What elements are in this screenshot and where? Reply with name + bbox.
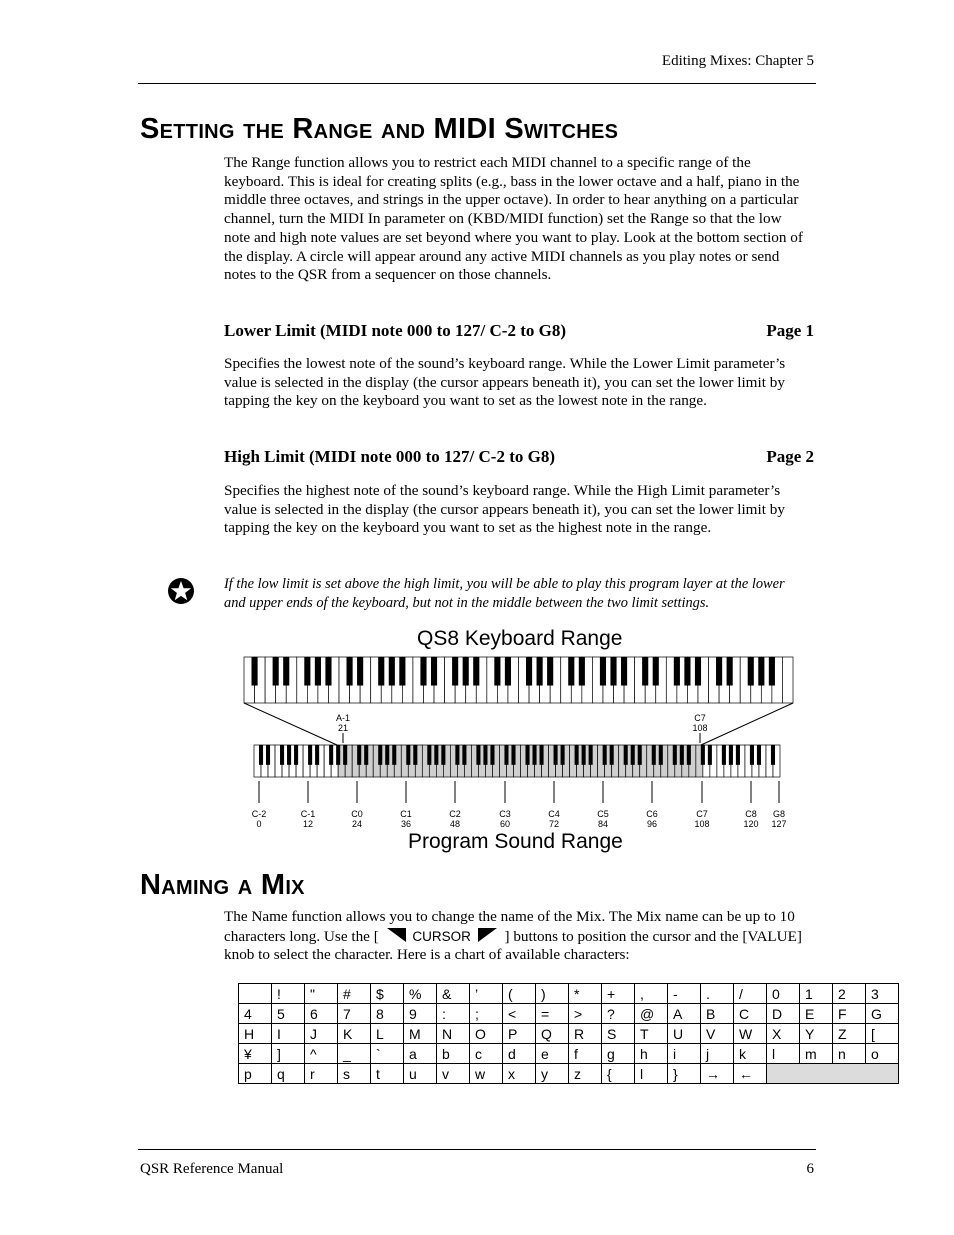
black-key bbox=[653, 657, 659, 686]
black-key bbox=[526, 657, 532, 686]
chart-cell: 5 bbox=[272, 1004, 305, 1024]
black-key bbox=[490, 745, 494, 765]
black-key bbox=[748, 657, 754, 686]
chart-cell: u bbox=[404, 1064, 437, 1084]
chart-cell: % bbox=[404, 984, 437, 1004]
black-key bbox=[750, 745, 754, 765]
octave-label-num: 36 bbox=[400, 819, 411, 829]
chart-cell: 1 bbox=[800, 984, 833, 1004]
footer-manual-title: QSR Reference Manual bbox=[140, 1161, 284, 1177]
chart-cell: / bbox=[734, 984, 767, 1004]
chart-cell: A bbox=[668, 1004, 701, 1024]
chart-cell: } bbox=[668, 1064, 701, 1084]
black-key bbox=[452, 657, 458, 686]
black-key bbox=[325, 657, 331, 686]
black-key bbox=[568, 657, 574, 686]
black-key bbox=[441, 745, 445, 765]
black-key bbox=[532, 745, 536, 765]
black-key bbox=[287, 745, 291, 765]
black-key bbox=[266, 745, 270, 765]
chart-cell: c bbox=[470, 1044, 503, 1064]
black-key bbox=[582, 745, 586, 765]
tip-note: If the low limit is set above the high limit, you will be able to play this program layer at the lower and upper ends of the keyboard, but not in the middle between the two limit settings. bbox=[224, 576, 785, 611]
black-key bbox=[406, 745, 410, 765]
octave-label-num: 0 bbox=[256, 819, 262, 829]
octave-label-name: C0 bbox=[351, 809, 363, 819]
cursor-button-label: CURSOR bbox=[412, 928, 471, 944]
black-key bbox=[674, 657, 680, 686]
chart-cell: = bbox=[536, 1004, 569, 1024]
chart-cell: p bbox=[239, 1064, 272, 1084]
chart-row bbox=[239, 984, 899, 1004]
chart-cell: Y bbox=[800, 1024, 833, 1044]
chart-cell: - bbox=[668, 984, 701, 1004]
chart-cell: x bbox=[503, 1064, 536, 1084]
black-key bbox=[483, 745, 487, 765]
black-key bbox=[624, 745, 628, 765]
chart-cell: ; bbox=[470, 1004, 503, 1024]
high-limit-paragraph: Specifies the highest note of the sound’s keyboard range. While the High Limit parameter’s value is selected in the display (the cursor appears beneath it), you can set the lower limit by tapping the key on the keyboard you want to set as the highest note in the range. bbox=[224, 482, 785, 537]
chart-cell: F bbox=[833, 1004, 866, 1024]
black-key bbox=[399, 657, 405, 686]
chart-cell: $ bbox=[371, 984, 404, 1004]
chart-cell: * bbox=[569, 984, 602, 1004]
chart-cell: [ bbox=[866, 1024, 899, 1044]
chart-cell: o bbox=[866, 1044, 899, 1064]
chart-cell: 3 bbox=[866, 984, 899, 1004]
octave-label-name: C6 bbox=[646, 809, 658, 819]
octave-label-num: 60 bbox=[499, 819, 510, 829]
black-key bbox=[434, 745, 438, 765]
black-key bbox=[413, 745, 417, 765]
chart-cell: G bbox=[866, 1004, 899, 1024]
black-key bbox=[315, 657, 321, 686]
black-key bbox=[729, 745, 733, 765]
black-key bbox=[473, 657, 479, 686]
octave-label-num: 120 bbox=[743, 819, 759, 829]
chart-cell: ← bbox=[734, 1064, 767, 1084]
black-key bbox=[357, 745, 361, 765]
marker-c7 bbox=[685, 713, 715, 733]
black-key bbox=[304, 657, 310, 686]
chart-cell: m bbox=[800, 1044, 833, 1064]
octave-label-num: 72 bbox=[548, 819, 559, 829]
black-key bbox=[554, 745, 558, 765]
chart-cell: 9 bbox=[404, 1004, 437, 1024]
footer-rule bbox=[138, 1149, 816, 1150]
black-key bbox=[600, 657, 606, 686]
octave-label bbox=[588, 809, 618, 829]
black-key bbox=[273, 657, 279, 686]
chart-cell: ) bbox=[536, 984, 569, 1004]
chart-cell: y bbox=[536, 1064, 569, 1084]
high-limit-page: Page 2 bbox=[766, 447, 814, 466]
footer-page-number: 6 bbox=[806, 1161, 814, 1177]
chart-cell: " bbox=[305, 984, 338, 1004]
black-key bbox=[357, 657, 363, 686]
chart-cell: ` bbox=[371, 1044, 404, 1064]
chart-cell: # bbox=[338, 984, 371, 1004]
chart-cell: i bbox=[668, 1044, 701, 1064]
octave-label-name: C8 bbox=[745, 809, 757, 819]
black-key bbox=[673, 745, 677, 765]
octave-label bbox=[342, 809, 372, 829]
chart-cell: K bbox=[338, 1024, 371, 1044]
black-key bbox=[259, 745, 263, 765]
octave-label bbox=[539, 809, 569, 829]
octave-label-num: 84 bbox=[597, 819, 608, 829]
chart-cell: > bbox=[569, 1004, 602, 1024]
black-key bbox=[642, 657, 648, 686]
chart-cell: j bbox=[701, 1044, 734, 1064]
octave-label-num: 48 bbox=[449, 819, 460, 829]
black-key bbox=[652, 745, 656, 765]
chart-cell: _ bbox=[338, 1044, 371, 1064]
black-key bbox=[708, 745, 712, 765]
chart-row bbox=[239, 1044, 899, 1064]
black-key bbox=[631, 745, 635, 765]
octave-label-num: 108 bbox=[694, 819, 710, 829]
chart-cell: M bbox=[404, 1024, 437, 1044]
chart-cell: → bbox=[701, 1064, 734, 1084]
chart-cell: N bbox=[437, 1024, 470, 1044]
black-key bbox=[610, 657, 616, 686]
octave-tick-lines bbox=[259, 781, 779, 803]
lower-limit-page: Page 1 bbox=[766, 321, 814, 340]
black-key bbox=[736, 745, 740, 765]
chart-cell: f bbox=[569, 1044, 602, 1064]
chart-empty-cell bbox=[767, 1064, 899, 1084]
black-key bbox=[727, 657, 733, 686]
chart-cell: L bbox=[371, 1024, 404, 1044]
black-key bbox=[251, 657, 257, 686]
black-key bbox=[603, 745, 607, 765]
figure-caption: Program Sound Range bbox=[408, 830, 623, 853]
chart-cell: ] bbox=[272, 1044, 305, 1064]
chart-cell: z bbox=[569, 1064, 602, 1084]
black-key bbox=[347, 657, 353, 686]
black-key bbox=[385, 745, 389, 765]
octave-label bbox=[244, 809, 274, 829]
octave-label-name: C2 bbox=[449, 809, 461, 819]
black-key bbox=[769, 657, 775, 686]
chart-cell: I bbox=[272, 1024, 305, 1044]
running-header: Editing Mixes: Chapter 5 bbox=[661, 53, 814, 69]
chart-cell: + bbox=[602, 984, 635, 1004]
cursor-left-icon bbox=[385, 927, 407, 943]
chart-cell: , bbox=[635, 984, 668, 1004]
qs8-keyboard bbox=[244, 657, 793, 703]
black-key bbox=[537, 657, 543, 686]
range-intro-paragraph: The Range function allows you to restrict each MIDI channel to a specific range of the keyboard. This is ideal for creating splits (e.g., bass in the lower octave and a half, piano in the middle three octaves, and strings in the upper octave). In order to hear anything on a particular channel, turn the MIDI In parameter on (KBD/MIDI function) set the Range so that the low note and high note values are set beyond where you want to play. Look at the bottom section of the display. A circle will appear around any active MIDI channels as you play notes or send notes to the QSR from a sequencer on those channels. bbox=[224, 154, 803, 284]
black-key bbox=[378, 657, 384, 686]
black-key bbox=[463, 657, 469, 686]
chart-cell: ? bbox=[602, 1004, 635, 1024]
naming-paragraph bbox=[224, 908, 808, 965]
black-key bbox=[758, 657, 764, 686]
chart-cell: B bbox=[701, 1004, 734, 1024]
black-key bbox=[575, 745, 579, 765]
black-key bbox=[695, 657, 701, 686]
marker-a-1 bbox=[328, 713, 358, 733]
chart-cell: 4 bbox=[239, 1004, 272, 1024]
octave-label-name: C-1 bbox=[300, 809, 316, 819]
chart-cell: h bbox=[635, 1044, 668, 1064]
chart-cell: W bbox=[734, 1024, 767, 1044]
character-chart bbox=[238, 983, 899, 1084]
black-key bbox=[684, 657, 690, 686]
octave-label-name: C7 bbox=[696, 809, 708, 819]
black-key bbox=[378, 745, 382, 765]
black-key bbox=[680, 745, 684, 765]
black-key bbox=[504, 745, 508, 765]
black-key bbox=[427, 745, 431, 765]
chart-cell: & bbox=[437, 984, 470, 1004]
chart-cell: 7 bbox=[338, 1004, 371, 1024]
chart-cell: d bbox=[503, 1044, 536, 1064]
chart-cell: @ bbox=[635, 1004, 668, 1024]
black-key bbox=[589, 745, 593, 765]
chart-cell: V bbox=[701, 1024, 734, 1044]
marker-a-1-num: 21 bbox=[337, 723, 348, 733]
chart-cell: ’ bbox=[470, 984, 503, 1004]
black-key bbox=[716, 657, 722, 686]
black-key bbox=[280, 745, 284, 765]
high-limit-title: High Limit (MIDI note 000 to 127/ C-2 to G8) bbox=[224, 447, 556, 466]
lower-limit-title: Lower Limit (MIDI note 000 to 127/ C-2 to G8) bbox=[224, 321, 567, 340]
chart-cell: Z bbox=[833, 1024, 866, 1044]
octave-label bbox=[637, 809, 667, 829]
chart-cell: ( bbox=[503, 984, 536, 1004]
black-key bbox=[420, 657, 426, 686]
chart-cell: P bbox=[503, 1024, 536, 1044]
black-key bbox=[389, 657, 395, 686]
black-key bbox=[283, 657, 289, 686]
chart-cell: t bbox=[371, 1064, 404, 1084]
chart-cell: 0 bbox=[767, 984, 800, 1004]
octave-label bbox=[440, 809, 470, 829]
black-key bbox=[771, 745, 775, 765]
cursor-right-icon bbox=[477, 927, 499, 943]
white-key bbox=[782, 657, 793, 703]
chart-cell: 6 bbox=[305, 1004, 338, 1024]
figure-title: QS8 Keyboard Range bbox=[417, 627, 623, 650]
black-key bbox=[579, 657, 585, 686]
chart-cell: Q bbox=[536, 1024, 569, 1044]
chart-cell: ! bbox=[272, 984, 305, 1004]
chart-cell: ¥ bbox=[239, 1044, 272, 1064]
naming-text-part2: ] buttons to position the cursor and the [VALUE] knob to select the character. Here is a chart of available characters: bbox=[224, 927, 802, 964]
chart-cell: : bbox=[437, 1004, 470, 1024]
black-key bbox=[722, 745, 726, 765]
octave-label bbox=[391, 809, 421, 829]
octave-label-name: C1 bbox=[400, 809, 412, 819]
chart-cell: s bbox=[338, 1064, 371, 1084]
black-key bbox=[336, 745, 340, 765]
chart-cell bbox=[239, 984, 272, 1004]
chart-cell: C bbox=[734, 1004, 767, 1024]
black-key bbox=[659, 745, 663, 765]
chart-cell: n bbox=[833, 1044, 866, 1064]
black-key bbox=[687, 745, 691, 765]
chart-row bbox=[239, 1024, 899, 1044]
octave-label-num: 12 bbox=[302, 819, 313, 829]
chart-cell: H bbox=[239, 1024, 272, 1044]
octave-label bbox=[490, 809, 520, 829]
naming-text-part1: The Name function allows you to change the name of the Mix. The Mix name can be up to 10 characters long. Use the [ bbox=[224, 908, 795, 945]
chart-row bbox=[239, 1004, 899, 1024]
chart-cell: D bbox=[767, 1004, 800, 1024]
black-key bbox=[329, 745, 333, 765]
chart-cell: w bbox=[470, 1064, 503, 1084]
chart-cell: U bbox=[668, 1024, 701, 1044]
marker-a-1-name: A-1 bbox=[335, 713, 350, 723]
black-key bbox=[525, 745, 529, 765]
octave-label-name: C5 bbox=[597, 809, 609, 819]
octave-label-name: C-2 bbox=[251, 809, 267, 819]
chart-cell: v bbox=[437, 1064, 470, 1084]
marker-c7-name: C7 bbox=[694, 713, 706, 723]
chart-cell: 2 bbox=[833, 984, 866, 1004]
octave-label-num: 96 bbox=[646, 819, 657, 829]
octave-label bbox=[293, 809, 323, 829]
chart-cell: l bbox=[635, 1064, 668, 1084]
octave-label-name: G8 bbox=[772, 809, 785, 819]
octave-label-name: C3 bbox=[499, 809, 511, 819]
chart-row bbox=[239, 1064, 899, 1084]
chart-cell: J bbox=[305, 1024, 338, 1044]
black-key bbox=[561, 745, 565, 765]
black-key bbox=[343, 745, 347, 765]
chart-cell: b bbox=[437, 1044, 470, 1064]
chart-cell: g bbox=[602, 1044, 635, 1064]
black-key bbox=[364, 745, 368, 765]
chart-cell: . bbox=[701, 984, 734, 1004]
black-key bbox=[315, 745, 319, 765]
black-key bbox=[431, 657, 437, 686]
chart-cell: e bbox=[536, 1044, 569, 1064]
black-key bbox=[294, 745, 298, 765]
chart-cell: k bbox=[734, 1044, 767, 1064]
chart-cell: l bbox=[767, 1044, 800, 1064]
black-key bbox=[610, 745, 614, 765]
black-key bbox=[392, 745, 396, 765]
black-key bbox=[638, 745, 642, 765]
lower-limit-paragraph: Specifies the lowest note of the sound’s keyboard range. While the Lower Limit parameter’s value is selected in the display (the cursor appears beneath it), you can set the lower limit by tapping the key on the keyboard you want to set as the lowest note in the range. bbox=[224, 355, 786, 410]
black-key bbox=[455, 745, 459, 765]
black-key bbox=[757, 745, 761, 765]
octave-label-name: C4 bbox=[548, 809, 560, 819]
marker-c7-num: 108 bbox=[692, 723, 708, 733]
black-key bbox=[494, 657, 500, 686]
black-key bbox=[701, 745, 705, 765]
chart-cell: { bbox=[602, 1064, 635, 1084]
section-title-range: Setting the Range and MIDI Switches bbox=[140, 113, 619, 145]
chart-cell: O bbox=[470, 1024, 503, 1044]
black-key bbox=[540, 745, 544, 765]
chart-cell: < bbox=[503, 1004, 536, 1024]
chart-cell: a bbox=[404, 1044, 437, 1064]
chart-cell: S bbox=[602, 1024, 635, 1044]
octave-label bbox=[736, 809, 766, 829]
octave-label-num: 127 bbox=[771, 819, 787, 829]
black-key bbox=[308, 745, 312, 765]
chart-cell: q bbox=[272, 1064, 305, 1084]
octave-label-num: 24 bbox=[351, 819, 362, 829]
chart-cell: R bbox=[569, 1024, 602, 1044]
octave-label bbox=[687, 809, 717, 829]
black-key bbox=[547, 657, 553, 686]
chart-cell: 8 bbox=[371, 1004, 404, 1024]
black-key bbox=[505, 657, 511, 686]
black-key bbox=[462, 745, 466, 765]
chart-cell: T bbox=[635, 1024, 668, 1044]
black-key bbox=[621, 657, 627, 686]
chart-cell: ^ bbox=[305, 1044, 338, 1064]
chart-cell: E bbox=[800, 1004, 833, 1024]
black-key bbox=[476, 745, 480, 765]
chart-cell: X bbox=[767, 1024, 800, 1044]
black-key bbox=[511, 745, 515, 765]
section-title-naming: Naming a Mix bbox=[140, 869, 305, 901]
full-midi-keyboard bbox=[254, 745, 780, 777]
octave-label bbox=[764, 809, 794, 829]
chart-cell: r bbox=[305, 1064, 338, 1084]
